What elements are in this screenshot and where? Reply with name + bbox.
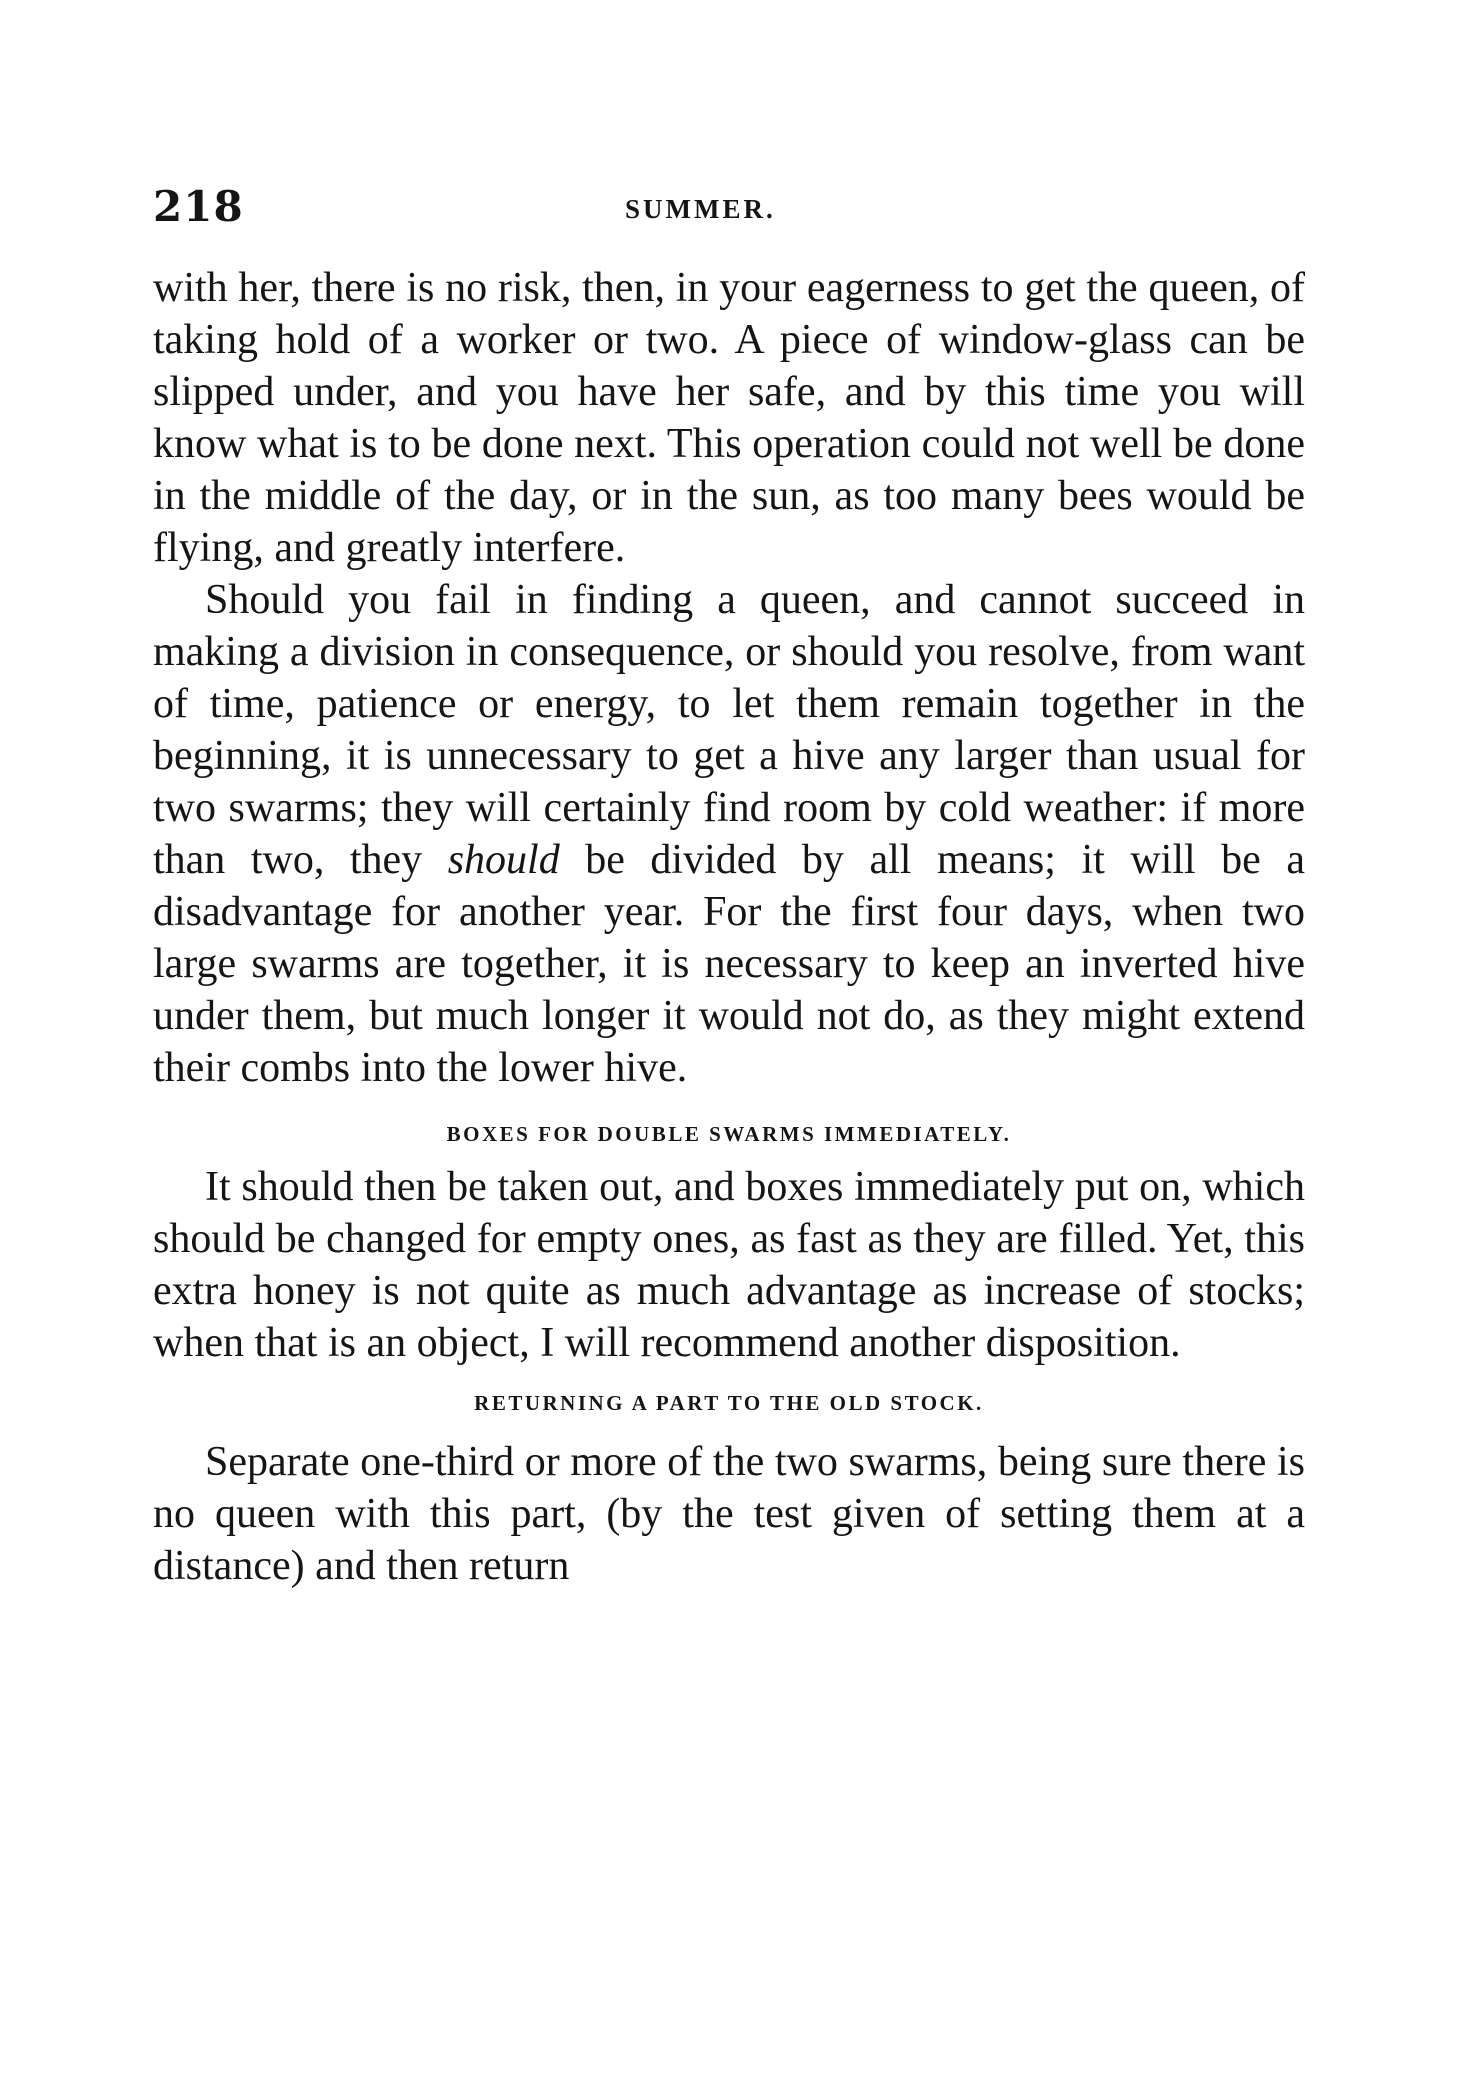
page-header	[153, 182, 1305, 242]
section-heading-boxes: BOXES FOR DOUBLE SWARMS IMMEDIATELY.	[446, 1122, 1012, 1146]
page-number: 218	[153, 182, 244, 231]
emphasis-should: should	[447, 837, 560, 883]
paragraph-continued: with her, there is no risk, then, in your eagerness to get the queen, of taking hold of a worker or two. A piece of window-glass can be slipped under, and you have her safe, and by this time you will know what is to be done next. This operation could not well be done in the middle of the day, or in the sun, as too many bees would be flying, and greatly interfere.	[153, 265, 1305, 571]
paragraph-boxes: It should then be taken out, and boxes immediately put on, which should be changed for empty ones, as fast as they are filled. Yet, this extra honey is not quite as much advantage as increase of stocks; when that is an object, I will recommend another disposition.	[153, 1164, 1305, 1366]
paragraph-text: Should you fail in finding a queen, and cannot succeed in making a division in consequence, or should you resolve, from want of time, patience or energy, to let them remain together in the beginning, it is unnecessary to get a hive any larger than usual for two swarms; they will certainly find room by cold weather: if more than two, they	[153, 577, 1305, 883]
paragraph-failing-queen	[153, 574, 1305, 1094]
running-head: SUMMER.	[625, 194, 776, 224]
section-heading-returning: RETURNING A PART TO THE OLD STOCK.	[474, 1391, 984, 1415]
paragraph-separate: Separate one-third or more of the two swarms, being sure there is no queen with this part, (by the test given of setting them at a distance) and then return	[153, 1439, 1305, 1589]
paragraph-text: be divided by all means; it will be a disadvantage for another year. For the first four days, when two large swarms are together, it is necessary to keep an inverted hive under them, but much longer it would not do, as they might extend their combs into the lower hive.	[153, 837, 1305, 1091]
page-body	[153, 262, 1305, 1592]
